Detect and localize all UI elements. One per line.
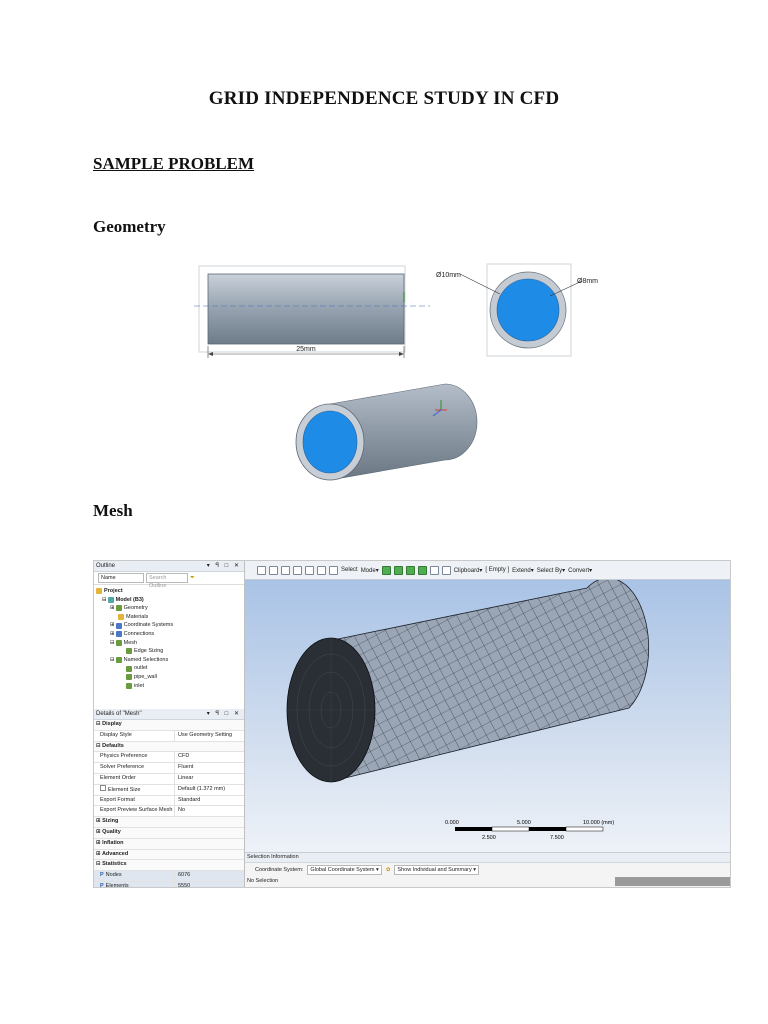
outline-panel-controls[interactable]: ▾ ꟼ □ ✕ <box>206 563 241 569</box>
graphics-viewport[interactable] <box>245 580 730 852</box>
inner-diameter-label: Ø8mm <box>577 278 598 285</box>
coordinate-system-select[interactable]: Global Coordinate System ▾ <box>307 865 382 875</box>
details-row-element-order[interactable]: Element Order Linear <box>94 774 244 785</box>
selection-info-title: Selection Information <box>245 853 730 863</box>
zoom-icon[interactable] <box>257 566 266 575</box>
tree-item-connections[interactable]: ⊞ Connections <box>110 630 155 637</box>
outline-panel-title <box>94 561 244 572</box>
details-row-export-format[interactable]: Export Format Standard <box>94 796 244 807</box>
coordinate-icon <box>116 623 122 629</box>
details-section-statistics[interactable]: ⊟ Statistics <box>94 860 244 871</box>
details-section-display[interactable]: ⊟ Display <box>94 720 244 731</box>
outline-filter-bar <box>94 572 244 589</box>
view-icon[interactable] <box>281 566 290 575</box>
tree-item-geometry[interactable]: ⊞ Geometry <box>110 605 148 612</box>
details-row-nodes[interactable]: P Nodes 6076 <box>94 871 244 882</box>
tree-item-pipe-wall[interactable]: pipe_wall <box>96 673 242 682</box>
details-row-display-style[interactable]: Display Style Use Geometry Setting <box>94 731 244 742</box>
selection-status <box>245 877 730 886</box>
details-row-physics[interactable]: Physics Preference CFD <box>94 752 244 763</box>
heading-geometry: Geometry <box>93 217 166 236</box>
toolbar-clipboard[interactable]: Clipboard▾ <box>453 567 483 574</box>
magnify-icon[interactable] <box>329 566 338 575</box>
selection-information-panel <box>245 852 730 888</box>
details-row-solver[interactable]: Solver Preference Fluent <box>94 763 244 774</box>
status-bar-fill <box>615 877 730 886</box>
box-zoom-icon[interactable] <box>317 566 326 575</box>
selection-status-text: No Selection <box>247 878 279 884</box>
tree-item-edge-sizing[interactable]: Edge Sizing <box>96 647 242 656</box>
filter-icon[interactable]: ⏷ <box>190 574 195 581</box>
left-panels <box>94 561 245 887</box>
details-panel-controls[interactable]: ▾ ꟼ □ ✕ <box>206 711 241 717</box>
outer-diameter-label: Ø10mm <box>436 272 461 279</box>
selection-icon <box>126 683 132 689</box>
toolbar-select-by[interactable]: Select By▾ <box>536 567 566 574</box>
outline-name-select[interactable]: Name <box>98 573 144 583</box>
toolbar-select[interactable]: Select <box>341 567 358 573</box>
element-size-checkbox[interactable] <box>100 785 106 791</box>
tree-item-named-selections[interactable]: ⊟ Named Selections <box>110 656 169 663</box>
section-heading-sample-problem: SAMPLE PROBLEM <box>93 154 255 173</box>
details-section-defaults[interactable]: ⊟ Defaults <box>94 742 244 753</box>
rotate-icon[interactable] <box>293 566 302 575</box>
details-row-element-size[interactable]: Element Size Default (1.372 mm) <box>94 785 244 796</box>
tree-item-project[interactable]: Project <box>96 587 242 596</box>
details-title: Details of "Mesh" <box>96 711 142 717</box>
details-section-inflation[interactable]: ⊞ Inflation <box>94 839 244 850</box>
parameter-icon: P <box>100 882 104 888</box>
selection-info-bar <box>245 863 730 877</box>
heading-mesh: Mesh <box>93 501 133 520</box>
pipe-isometric-drawing <box>275 376 491 488</box>
tree-item-outlet[interactable]: outlet <box>96 664 242 673</box>
parameter-icon: P <box>100 872 104 879</box>
selection-icon <box>126 674 132 680</box>
select-element-icon[interactable] <box>442 566 451 575</box>
tree-item-materials[interactable]: Materials <box>96 613 242 622</box>
tree-item-mesh[interactable]: ⊟ Mesh <box>110 639 138 646</box>
details-section-advanced[interactable]: ⊞ Advanced <box>94 850 244 861</box>
outline-title: Outline <box>96 563 116 569</box>
graphics-toolbar <box>245 561 730 580</box>
scale-bar <box>445 820 614 841</box>
details-panel-title <box>94 709 244 720</box>
select-edge-icon[interactable] <box>394 566 403 575</box>
geometry-icon <box>116 605 122 611</box>
scale-label: 5.000 <box>517 820 531 826</box>
select-vertex-icon[interactable] <box>382 566 391 575</box>
select-node-icon[interactable] <box>430 566 439 575</box>
pan-icon[interactable] <box>305 566 314 575</box>
sizing-icon <box>126 648 132 654</box>
meshed-pipe-model[interactable] <box>245 580 730 852</box>
outline-tree <box>94 585 244 692</box>
graphics-area <box>245 561 730 887</box>
select-face-icon[interactable] <box>406 566 415 575</box>
length-dimension-label: 25mm <box>296 346 316 353</box>
details-section-sizing[interactable]: ⊞ Sizing <box>94 817 244 828</box>
document-title: GRID INDEPENDENCE STUDY IN CFD <box>208 88 560 109</box>
details-section-quality[interactable]: ⊞ Quality <box>94 828 244 839</box>
scale-label: 2.500 <box>482 835 496 841</box>
model-icon <box>108 597 114 603</box>
scale-label: 0.000 <box>445 820 459 826</box>
selection-icon <box>126 666 132 672</box>
select-body-icon[interactable] <box>418 566 427 575</box>
pipe-side-view-drawing <box>192 262 432 364</box>
toolbar-extend[interactable]: Extend▾ <box>512 567 534 574</box>
toolbar-empty: [ Empty ] <box>485 567 510 573</box>
scale-label: 10.000 (mm) <box>583 820 615 826</box>
toolbar-mode[interactable]: Mode▾ <box>360 567 379 574</box>
toolbar-convert[interactable]: Convert▾ <box>568 567 593 574</box>
selection-settings-icon[interactable]: ✿ <box>385 867 391 873</box>
mesh-icon <box>116 640 122 646</box>
details-panel <box>94 709 244 888</box>
outline-search-input[interactable]: Search Outline <box>146 573 188 583</box>
details-row-export-preview[interactable]: Export Preview Surface Mesh No <box>94 806 244 817</box>
show-summary-select[interactable]: Show Individual and Summary ▾ <box>394 865 479 875</box>
pipe-end-view-drawing <box>432 262 602 362</box>
project-icon <box>96 588 102 594</box>
named-selection-icon <box>116 657 122 663</box>
tree-item-inlet[interactable]: inlet <box>96 682 242 691</box>
zoom-fit-icon[interactable] <box>269 566 278 575</box>
connections-icon <box>116 631 122 637</box>
mechanical-mesh-screenshot <box>93 560 731 888</box>
materials-icon <box>118 614 124 620</box>
tree-item-model[interactable]: ⊟ Model (B3) <box>102 596 144 603</box>
scale-label: 7.500 <box>550 835 564 841</box>
details-row-elements[interactable]: P Elements 5550 <box>94 882 244 888</box>
coordinate-system-label: Coordinate System: <box>255 867 304 873</box>
tree-item-coordinate-systems[interactable]: ⊞ Coordinate Systems <box>110 622 174 629</box>
